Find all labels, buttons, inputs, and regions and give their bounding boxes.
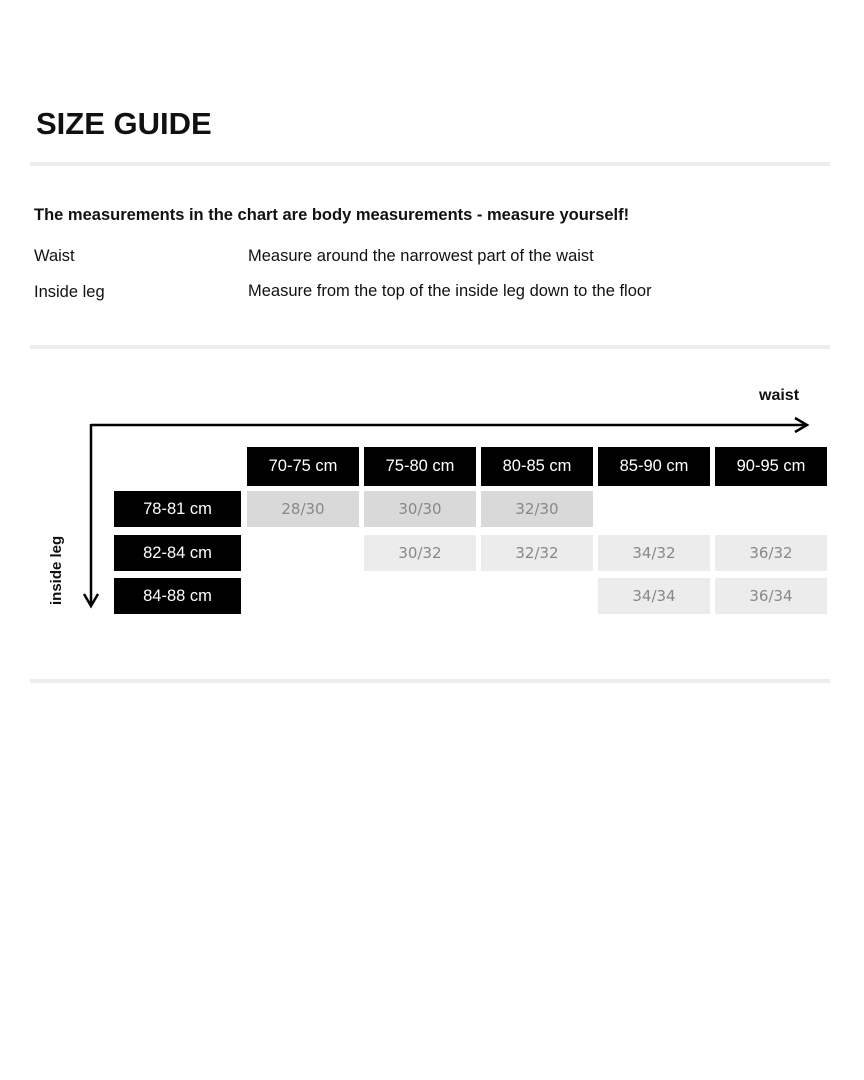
size-cell: 30/30	[364, 491, 476, 527]
divider	[30, 679, 830, 683]
size-cell: 32/30	[481, 491, 593, 527]
column-header: 80-85 cm	[481, 447, 593, 486]
column-header: 90-95 cm	[715, 447, 827, 486]
definition-term-inside-leg: Inside leg	[34, 283, 105, 301]
size-cell: 36/34	[715, 578, 827, 614]
column-header: 70-75 cm	[247, 447, 359, 486]
definition-term-waist: Waist	[34, 247, 75, 265]
size-cell: 34/32	[598, 535, 710, 571]
column-header: 85-90 cm	[598, 447, 710, 486]
row-header: 84-88 cm	[114, 578, 241, 614]
page-title: SIZE GUIDE	[36, 106, 212, 141]
row-header: 78-81 cm	[114, 491, 241, 527]
row-header: 82-84 cm	[114, 535, 241, 571]
size-cell: 34/34	[598, 578, 710, 614]
size-cell: 28/30	[247, 491, 359, 527]
definition-desc-inside-leg: Measure from the top of the inside leg down to the floor	[248, 282, 652, 300]
x-axis-label: waist	[759, 387, 800, 404]
size-cell: 30/32	[364, 535, 476, 571]
definition-desc-waist: Measure around the narrowest part of the waist	[248, 247, 594, 265]
size-cell: 32/32	[481, 535, 593, 571]
column-header: 75-80 cm	[364, 447, 476, 486]
intro-text: The measurements in the chart are body measurements - measure yourself!	[34, 206, 630, 224]
size-cell: 36/32	[715, 535, 827, 571]
y-axis-label: inside leg	[48, 535, 65, 605]
